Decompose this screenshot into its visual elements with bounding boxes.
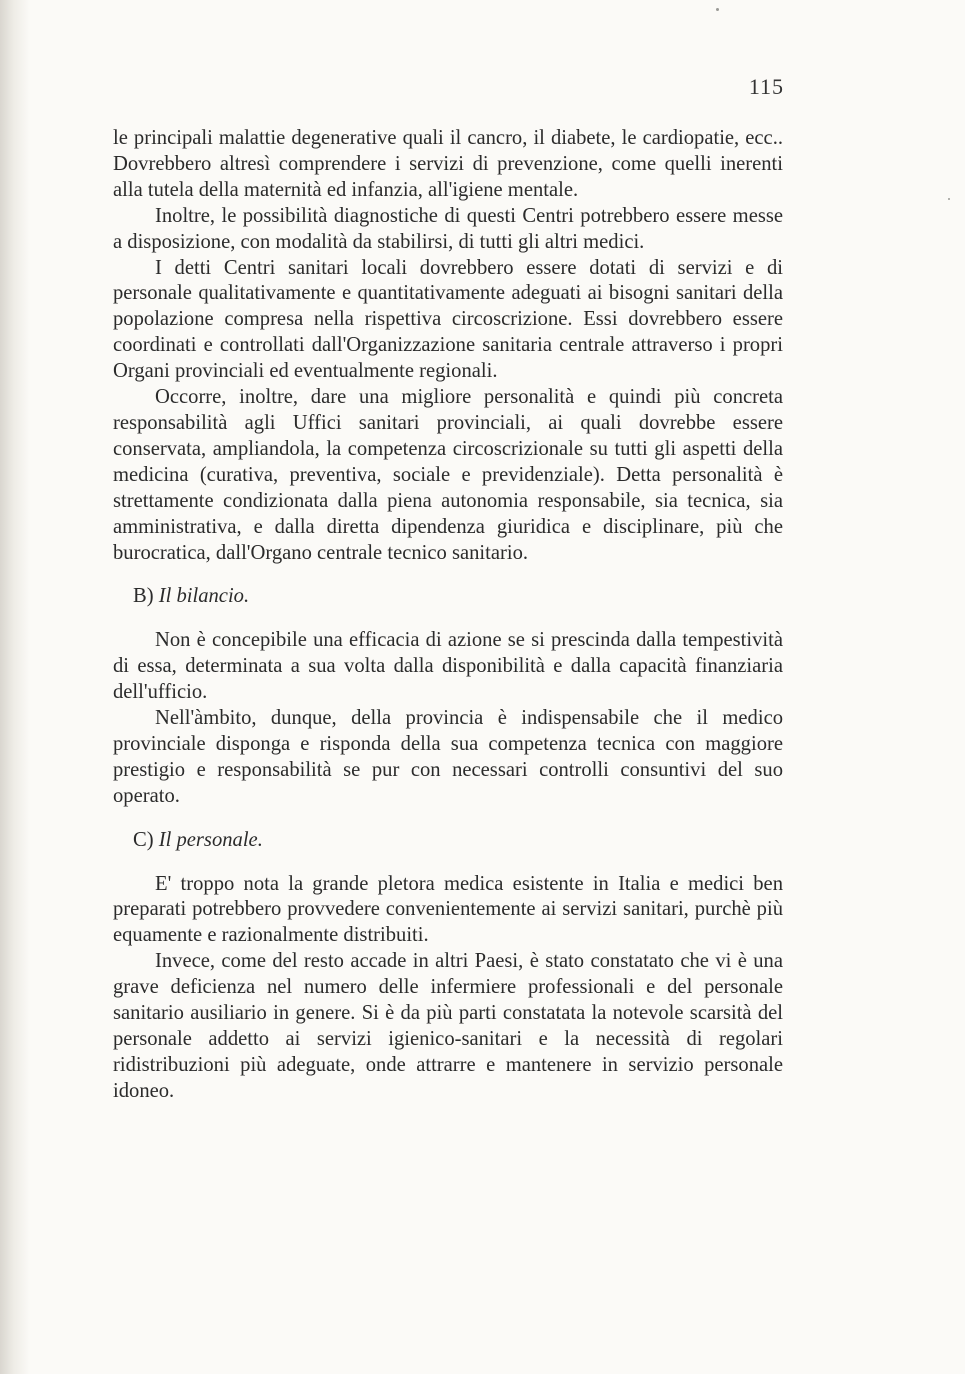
paragraph: Occorre, inoltre, dare una migliore personalità e quindi più concreta responsabilità agli Uffici sanitari provinciali, ai quali dovrebbe essere conservata, ampliandola, la competenza circoscrizionale su tutti gli aspetti della medicina (curativa, preventiva, sociale e previdenziale). Detta personalità è strettamente condizionata dalla piena autonomia responsabile, sia tecnica, sia amministrativa, e dalla diretta dipendenza giuridica e disciplinare, più che burocratica, dall'Organo centrale tecnico sanitario. xyxy=(113,386,783,564)
section-heading-b xyxy=(113,584,783,610)
section-title: Il bilancio. xyxy=(158,585,250,608)
paragraph: E' troppo nota la grande pletora medica esistente in Italia e medici ben preparati potrebbero provvedere convenientemente ai servizi sanitari, purchè più equamente e razionalmente distribuiti. xyxy=(113,872,783,947)
section-letter: C) xyxy=(133,828,154,851)
scan-speck xyxy=(716,8,719,11)
paragraph: Invece, come del resto accade in altri Paesi, è stato constatato che vi è una grave deficienza nel numero delle infermiere professionali e del personale sanitario ausiliario in genere. Si è da più parti constatata la notevole scarsità del personale addetto ai servizi igienico-sanitari e la necessità di regolari ridistribuzioni più adeguate, onde attrarre e mantenere in servizio personale idoneo. xyxy=(113,950,783,1102)
paragraph: I detti Centri sanitari locali dovrebbero essere dotati di servizi e di personale qualitativamente e quantitativamente adeguati ai bisogni sanitari della popolazione compresa nella rispettiva circoscrizione. Essi dovrebbero essere coordinati e controllati dall'Organizzazione sanitaria centrale attraverso i propri Organi provinciali ed eventualmente regionali. xyxy=(113,256,783,383)
section-letter: B) xyxy=(133,585,154,608)
paragraph: Nell'àmbito, dunque, della provincia è indispensabile che il medico provinciale disponga e risponda della sua competenza tecnica con maggiore prestigio e responsabilità se pur con necessari controlli consuntivi del suo operato. xyxy=(113,707,783,807)
section-heading-c xyxy=(113,828,783,854)
scan-speck xyxy=(948,198,950,200)
paragraph: Non è concepibile una efficacia di azione se si prescinda dalla tempestività di essa, determinata a sua volta dalla disponibilità e dalla capacità finanziaria dell'ufficio. xyxy=(113,629,783,704)
scan-edge-shadow xyxy=(0,0,30,1374)
paragraph: Inoltre, le possibilità diagnostiche di questi Centri potrebbero essere messe a disposizione, con modalità da stabilirsi, di tutti gli altri medici. xyxy=(113,204,783,253)
page-number: 115 xyxy=(748,74,784,99)
body-text xyxy=(113,126,783,1105)
paragraph: le principali malattie degenerative quali il cancro, il diabete, le cardiopatie, ecc.. Dovrebbero altresì comprendere i servizi di prevenzione, come quelli inerenti alla tutela della maternità ed infanzia, all'igiene mentale. xyxy=(113,127,783,201)
section-title: Il personale. xyxy=(158,828,263,851)
